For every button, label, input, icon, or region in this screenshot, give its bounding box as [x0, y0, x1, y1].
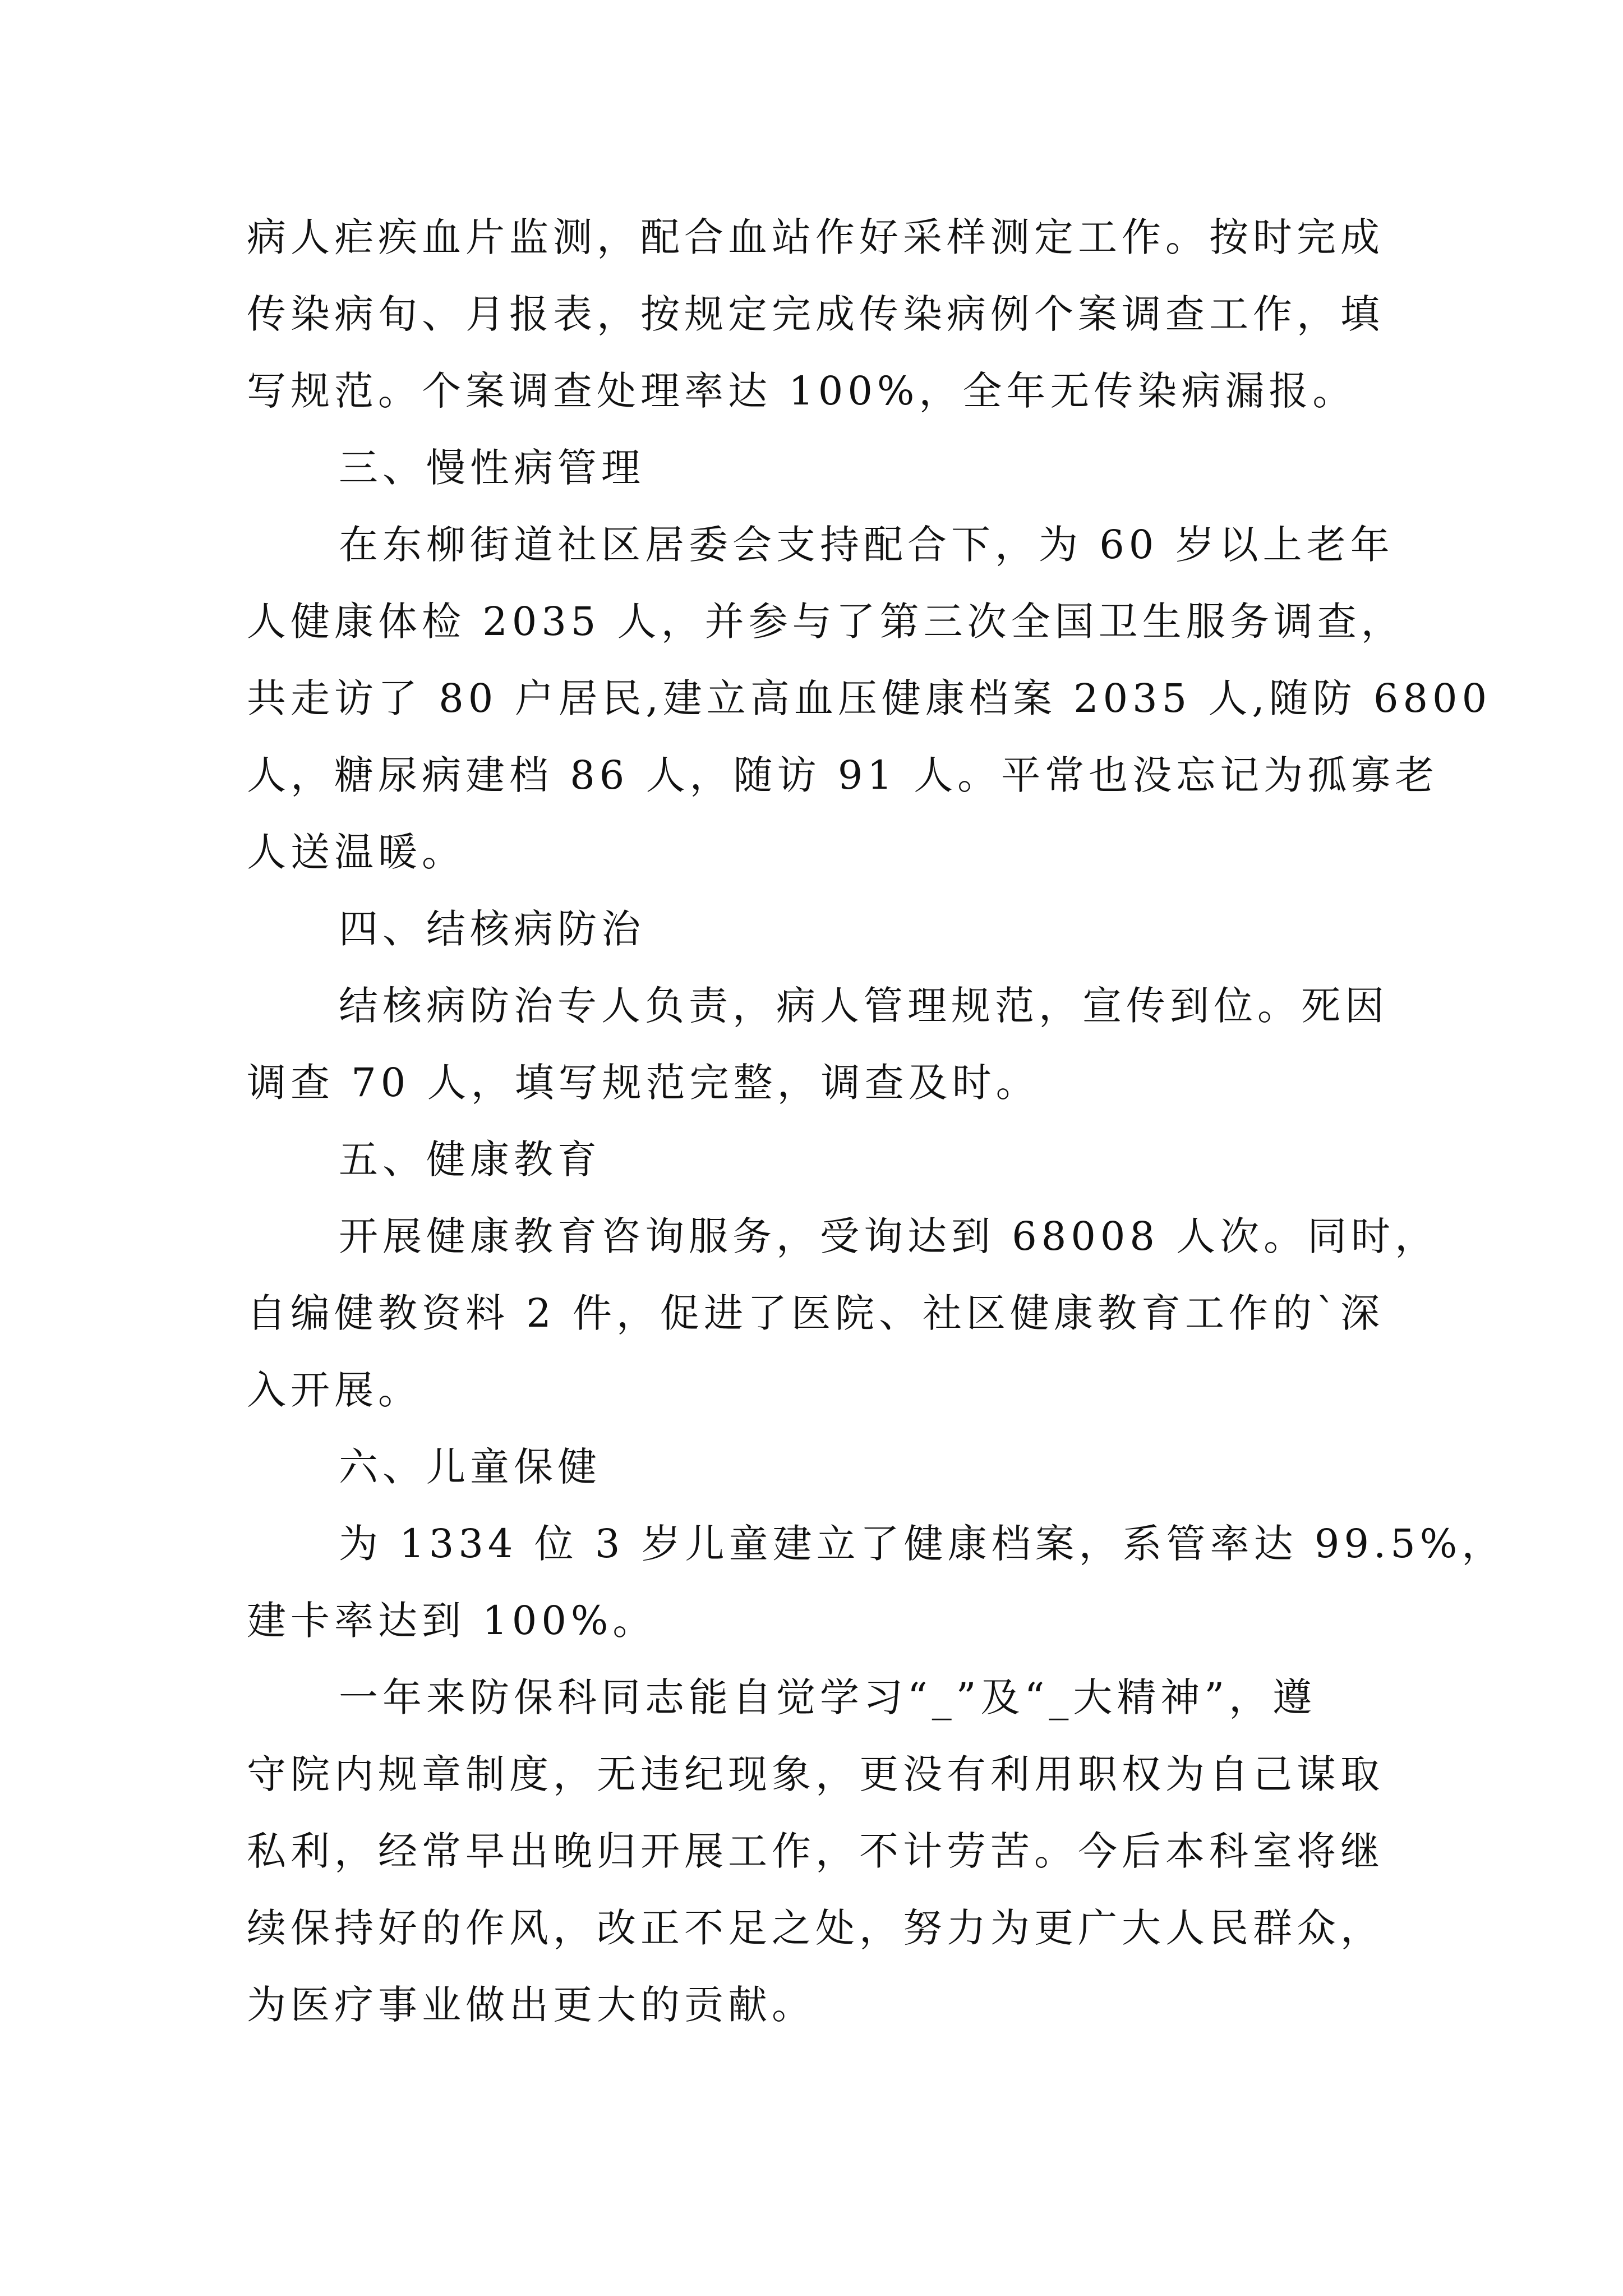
- body-text-line: 病人疟疾血片监测，配合血站作好采样测定工作。按时完成: [247, 214, 1384, 260]
- body-text-line: 一年来防保科同志能自觉学习“_”及“_大精神”，遵: [339, 1674, 1317, 1720]
- body-text-line: 为医疗事业做出更大的贡献。: [247, 1982, 815, 2028]
- body-text-line: 开展健康教育咨询服务，受询达到 68008 人次。同时，: [339, 1213, 1439, 1259]
- body-text-line: 人送温暖。: [247, 829, 465, 875]
- body-text-line: 在东柳街道社区居委会支持配合下，为 60 岁以上老年: [339, 522, 1394, 568]
- section-heading-child-care: 六、儿童保健: [339, 1444, 601, 1490]
- document-page: [247, 199, 1506, 2044]
- body-text-line: 人健康体检 2035 人，并参与了第三次全国卫生服务调查，: [247, 599, 1405, 645]
- section-heading-chronic-disease: 三、慢性病管理: [339, 445, 645, 491]
- section-heading-health-education: 五、健康教育: [339, 1137, 601, 1182]
- body-text-line: 自编健教资料 2 件，促进了医院、社区健康教育工作的`深: [247, 1290, 1385, 1336]
- body-text-line: 守院内规章制度，无违纪现象，更没有利用职权为自己谋取: [247, 1751, 1384, 1797]
- body-text-line: 结核病防治专人负责，病人管理规范，宣传到位。死因: [339, 983, 1389, 1029]
- body-text-line: 入开展。: [247, 1367, 422, 1413]
- body-text-line: 共走访了 80 户居民,建立高血压健康档案 2035 人,随防 6800: [247, 675, 1492, 721]
- section-heading-tuberculosis: 四、结核病防治: [339, 906, 645, 952]
- body-text-line: 传染病旬、月报表，按规定完成传染病例个案调查工作，填: [247, 291, 1384, 337]
- body-text-line: 调查 70 人，填写规范完整，调查及时。: [247, 1060, 1040, 1106]
- body-text-line: 为 1334 位 3 岁儿童建立了健康档案，系管率达 99.5%，: [339, 1521, 1506, 1567]
- body-text-line: 写规范。个案调查处理率达 100%，全年无传染病漏报。: [247, 368, 1357, 414]
- body-text-line: 建卡率达到 100%。: [247, 1598, 657, 1644]
- body-text-line: 续保持好的作风，改正不足之处，努力为更广大人民群众，: [247, 1905, 1384, 1951]
- body-text-line: 人，糖尿病建档 86 人，随访 91 人。平常也没忘记为孤寡老: [247, 752, 1439, 798]
- body-text-line: 私利，经常早出晚归开展工作，不计劳苦。今后本科室将继: [247, 1828, 1384, 1874]
